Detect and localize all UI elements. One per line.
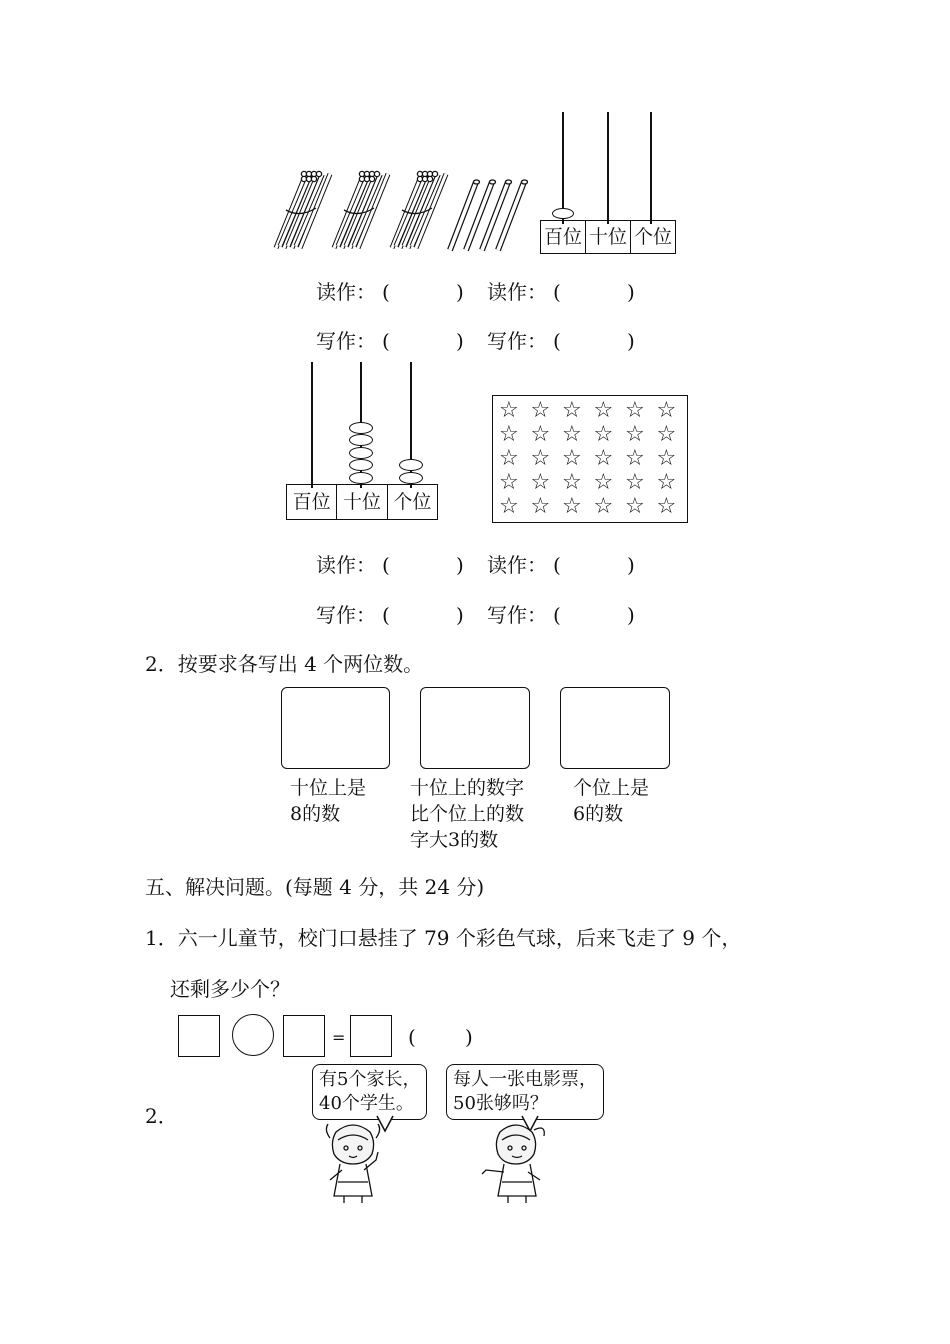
write-label: 写作： [316, 603, 376, 627]
bubble-line: 每人一张电影票， [453, 1069, 597, 1090]
answer-card-3[interactable] [560, 687, 670, 769]
open-paren: ( [382, 280, 390, 304]
star-icon: ☆ [656, 422, 677, 447]
open-paren: ( [553, 280, 561, 304]
answer-card-1[interactable] [281, 687, 390, 769]
star-icon: ☆ [562, 494, 582, 519]
stick-bundle [392, 171, 446, 248]
star-icon: ☆ [593, 398, 614, 423]
star-row [499, 495, 688, 519]
speech-bubble-left [312, 1064, 427, 1120]
question-2-prompt: 2．按要求各写出 4 个两位数。 [145, 652, 424, 676]
abacus-bead-ones [399, 472, 423, 484]
star-icon: ☆ [499, 494, 519, 519]
abacus-bottom [286, 362, 438, 520]
place-value-labels [286, 484, 438, 520]
star-icon: ☆ [530, 494, 551, 519]
read-row-2-right [487, 553, 647, 577]
abacus-bead-tens [349, 472, 373, 484]
stick-bundle [276, 171, 330, 248]
open-paren: ( [382, 329, 390, 353]
star-icon: ☆ [530, 422, 551, 447]
star-icon: ☆ [499, 470, 519, 495]
close-paren: ) [456, 329, 464, 353]
caption-line: 字大3的数 [410, 829, 499, 851]
place-ones: 个位 [633, 226, 672, 248]
operator-circle[interactable] [232, 1014, 274, 1056]
girl-right-illustration [478, 1120, 552, 1204]
open-paren: ( [382, 553, 390, 577]
star-icon: ☆ [499, 446, 519, 471]
read-row-2-left [316, 553, 476, 577]
star-icon: ☆ [625, 494, 645, 519]
read-label: 读作： [316, 553, 376, 577]
abacus-rod-ones [650, 112, 652, 224]
place-ones: 个位 [393, 491, 432, 513]
star-icon: ☆ [593, 494, 614, 519]
caption-line: 个位上是 [573, 777, 650, 799]
equals-sign: = [332, 1028, 346, 1047]
place-hundreds: 百位 [541, 221, 586, 253]
read-label: 读作： [316, 280, 376, 304]
write-row-1-left [316, 329, 476, 353]
caption-line: 8的数 [290, 803, 341, 825]
problem-2-number: 2． [145, 1104, 178, 1128]
star-icon: ☆ [656, 446, 677, 471]
close-paren: ) [627, 553, 635, 577]
write-row-1-right [487, 329, 647, 353]
abacus-bead-tens [349, 459, 373, 471]
section-5-heading: 五、解决问题。(每题 4 分，共 24 分) [145, 875, 485, 899]
star-icon: ☆ [562, 422, 582, 447]
read-label: 读作： [487, 280, 547, 304]
single-stick [450, 180, 480, 250]
star-icon: ☆ [656, 494, 677, 519]
bubble-line: 50张够吗？ [453, 1093, 548, 1114]
star-icon: ☆ [625, 470, 645, 495]
star-icon: ☆ [593, 422, 614, 447]
star-row [499, 447, 688, 471]
open-paren: ( [553, 329, 561, 353]
star-icon: ☆ [562, 398, 582, 423]
star-icon: ☆ [530, 446, 551, 471]
answer-close-paren: ) [465, 1025, 473, 1049]
stick-bundle [334, 171, 388, 248]
write-label: 写作： [487, 603, 547, 627]
star-icon: ☆ [499, 398, 519, 423]
star-icon: ☆ [562, 446, 582, 471]
write-row-2-right [487, 603, 647, 627]
speech-bubble-right [446, 1064, 604, 1120]
caption-line: 十位上是 [290, 777, 367, 799]
write-label: 写作： [487, 329, 547, 353]
read-label: 读作： [487, 553, 547, 577]
star-icon: ☆ [625, 398, 645, 423]
problem-1-line-2: 还剩多少个？ [170, 977, 290, 1001]
star-icon: ☆ [562, 470, 582, 495]
girl-left-illustration [316, 1120, 390, 1204]
star-icon: ☆ [593, 446, 614, 471]
equation-box-2[interactable] [283, 1015, 325, 1057]
star-row [499, 423, 688, 447]
card-caption-2 [410, 775, 524, 853]
sticks-illustration [268, 168, 528, 260]
caption-line: 十位上的数字 [410, 777, 525, 799]
place-tens: 十位 [586, 221, 631, 253]
place-tens: 十位 [337, 485, 387, 519]
star-icon: ☆ [656, 470, 677, 495]
read-row-1-right [487, 280, 647, 304]
close-paren: ) [456, 553, 464, 577]
write-label: 写作： [316, 329, 376, 353]
read-row-1-left [316, 280, 476, 304]
answer-card-2[interactable] [420, 687, 530, 769]
problem-1-line-1: 1．六一儿童节，校门口悬挂了 79 个彩色气球，后来飞走了 9 个， [145, 926, 742, 950]
close-paren: ) [456, 280, 464, 304]
abacus-bead-tens [349, 447, 373, 459]
close-paren: ) [627, 280, 635, 304]
star-icon: ☆ [625, 422, 645, 447]
star-icon: ☆ [499, 422, 519, 447]
star-row [499, 399, 688, 423]
caption-line: 6的数 [573, 803, 624, 825]
abacus-bead-hundreds [552, 208, 574, 219]
bubble-line: 有5个家长， [319, 1069, 421, 1090]
open-paren: ( [382, 603, 390, 627]
write-row-2-left [316, 603, 476, 627]
card-caption-1 [290, 775, 366, 827]
equation-result-box[interactable] [350, 1015, 392, 1057]
place-hundreds: 百位 [287, 485, 337, 519]
star-row [499, 471, 688, 495]
card-caption-3 [573, 775, 649, 827]
star-icon: ☆ [530, 398, 551, 423]
star-grid [492, 395, 688, 523]
open-paren: ( [553, 603, 561, 627]
bubble-line: 40个学生。 [319, 1093, 414, 1114]
answer-open-paren: ( [408, 1025, 416, 1049]
close-paren: ) [627, 603, 635, 627]
caption-line: 比个位上的数 [410, 803, 525, 825]
close-paren: ) [627, 329, 635, 353]
abacus-rod-hundreds [311, 362, 313, 488]
equation-box-1[interactable] [178, 1015, 220, 1057]
abacus-rod-tens [607, 112, 609, 224]
star-icon: ☆ [625, 446, 645, 471]
star-icon: ☆ [593, 470, 614, 495]
abacus-top [540, 112, 676, 256]
open-paren: ( [553, 553, 561, 577]
abacus-bead-tens [349, 434, 373, 446]
abacus-bead-ones [399, 459, 423, 471]
star-icon: ☆ [656, 398, 677, 423]
star-icon: ☆ [530, 470, 551, 495]
close-paren: ) [456, 603, 464, 627]
abacus-bead-tens [349, 422, 373, 434]
place-value-labels [540, 220, 676, 254]
